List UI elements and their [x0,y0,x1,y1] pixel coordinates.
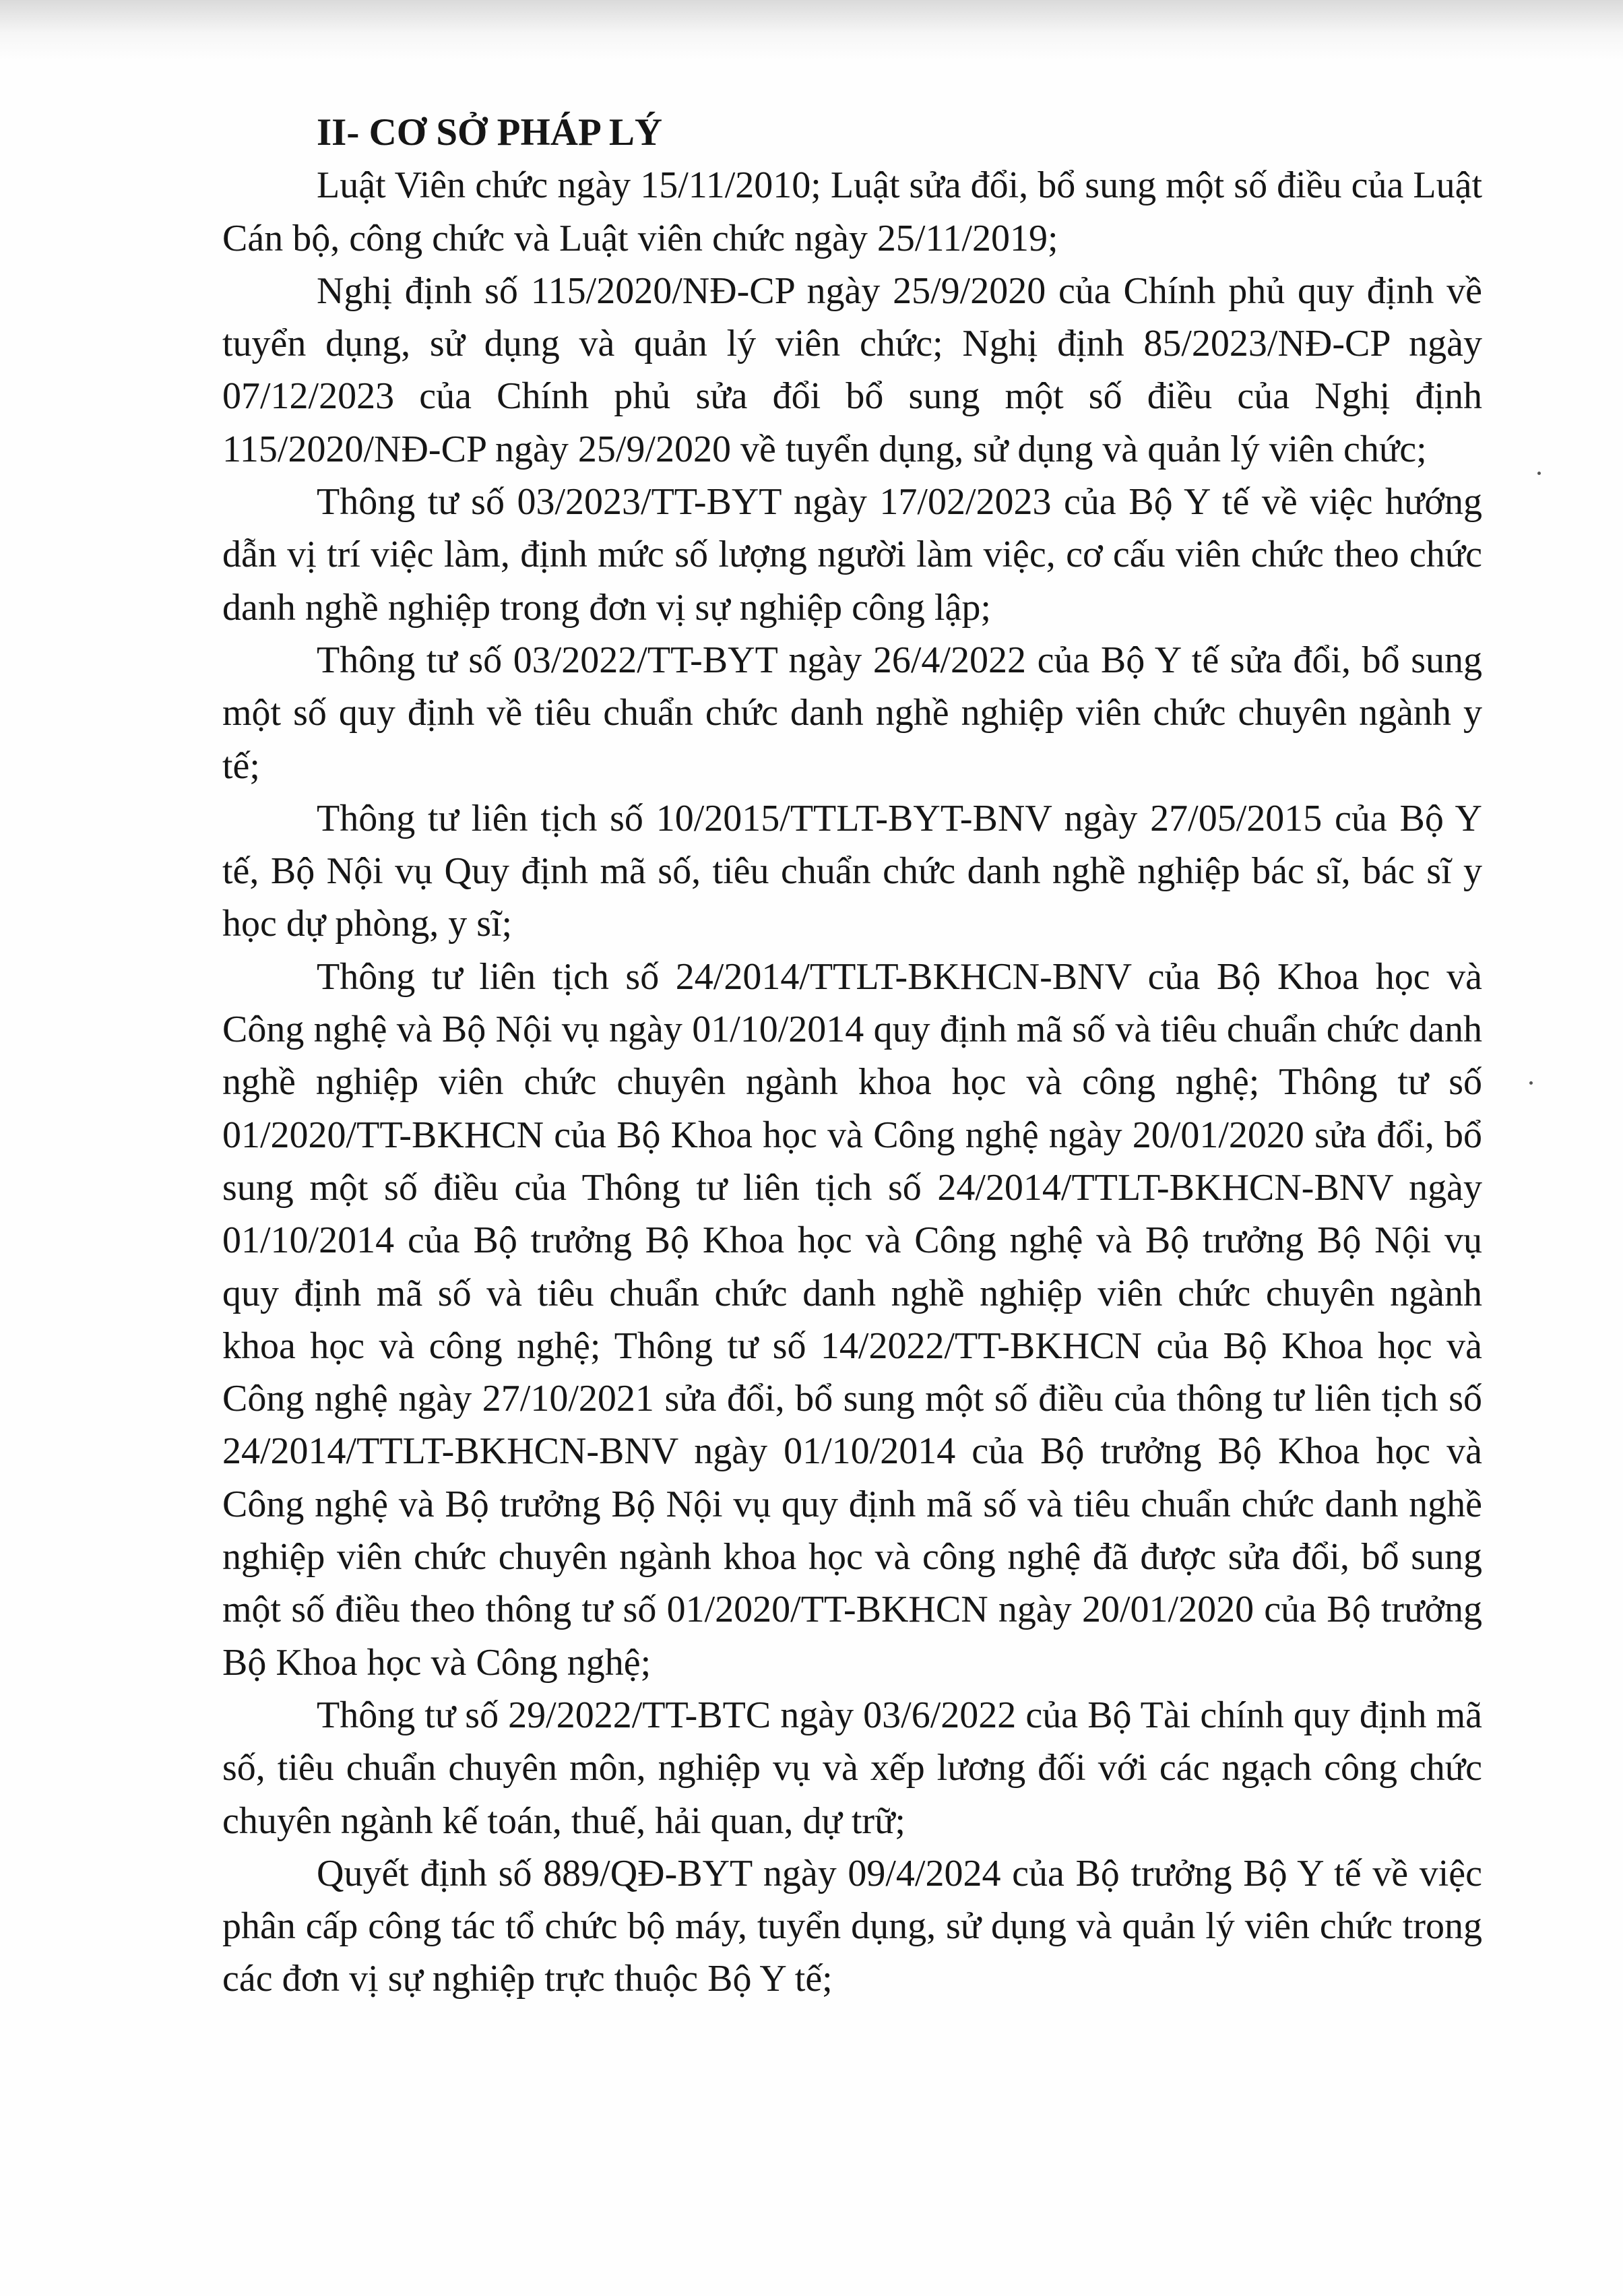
paragraph-nghi-dinh-115: Nghị định số 115/2020/NĐ-CP ngày 25/9/2020 của Chính phủ quy định về tuyển dụng, sử dụng và quản lý viên chức; Nghị định 85/2023/NĐ-CP ngày 07/12/2023 của Chính phủ sửa đổi bổ sung một số điều của Nghị định 115/2020/NĐ-CP ngày 25/9/2020 về tuyển dụng, sử dụng và quản lý viên chức; [222,269,1482,470]
paragraph-thong-tu-10-2015: Thông tư liên tịch số 10/2015/TTLT-BYT-BNV ngày 27/05/2015 của Bộ Y tế, Bộ Nội vụ Quy định mã số, tiêu chuẩn chức danh nghề nghiệp bác sĩ, bác sĩ y học dự phòng, y sĩ; [222,797,1482,945]
paragraph-thong-tu-29-2022: Thông tư số 29/2022/TT-BTC ngày 03/6/2022 của Bộ Tài chính quy định mã số, tiêu chuẩn chuyên môn, nghiệp vụ và xếp lương đối với các ngạch công chức chuyên ngành kế toán, thuế, hải quan, dự trữ; [222,1694,1482,1842]
section-heading: II- CƠ SỞ PHÁP LÝ [317,111,663,154]
scan-shadow [0,0,1623,61]
scan-speck [1537,472,1541,475]
paragraph-thong-tu-03-2023: Thông tư số 03/2023/TT-BYT ngày 17/02/2023 của Bộ Y tế về việc hướng dẫn vị trí việc làm, định mức số lượng người làm việc, cơ cấu viên chức theo chức danh nghề nghiệp trong đơn vị sự nghiệp công lập; [222,481,1482,629]
scan-speck [1529,1081,1533,1085]
paragraph-thong-tu-03-2022: Thông tư số 03/2022/TT-BYT ngày 26/4/2022 của Bộ Y tế sửa đổi, bổ sung một số quy định về tiêu chuẩn chức danh nghề nghiệp viên chức chuyên ngành y tế; [222,639,1482,787]
paragraph-thong-tu-24-2014: Thông tư liên tịch số 24/2014/TTLT-BKHCN-BNV của Bộ Khoa học và Công nghệ và Bộ Nội vụ ngày 01/10/2014 quy định mã số và tiêu chuẩn chức danh nghề nghiệp viên chức chuyên ngành khoa học và công nghệ; Thông tư số 01/2020/TT-BKHCN của Bộ Khoa học và Công nghệ ngày 20/01/2020 sửa đổi, bổ sung một số điều của Thông tư liên tịch số 24/2014/TTLT-BKHCN-BNV ngày 01/10/2014 của Bộ trưởng Bộ Khoa học và Công nghệ và Bộ trưởng Bộ Nội vụ quy định mã số và tiêu chuẩn chức danh nghề nghiệp viên chức chuyên ngành khoa học và công nghệ; Thông tư số 14/2022/TT-BKHCN của Bộ Khoa học và Công nghệ ngày 27/10/2021 sửa đổi, bổ sung một số điều của thông tư liên tịch số 24/2014/TTLT-BKHCN-BNV ngày 01/10/2014 của Bộ trưởng Bộ Khoa học và Công nghệ và Bộ trưởng Bộ Nội vụ quy định mã số và tiêu chuẩn chức danh nghề nghiệp viên chức chuyên ngành khoa học và công nghệ đã được sửa đổi, bổ sung một số điều theo thông tư số 01/2020/TT-BKHCN ngày 20/01/2020 của Bộ trưởng Bộ Khoa học và Công nghệ; [222,955,1482,1684]
paragraph-quyet-dinh-889: Quyết định số 889/QĐ-BYT ngày 09/4/2024 của Bộ trưởng Bộ Y tế về việc phân cấp công tác tổ chức bộ máy, tuyển dụng, sử dụng và quản lý viên chức trong các đơn vị sự nghiệp trực thuộc Bộ Y tế; [222,1852,1482,2000]
paragraph-luat-vien-chuc: Luật Viên chức ngày 15/11/2010; Luật sửa đổi, bổ sung một số điều của Luật Cán bộ, công chức và Luật viên chức ngày 25/11/2019; [222,164,1482,259]
document-body [222,106,1482,2006]
